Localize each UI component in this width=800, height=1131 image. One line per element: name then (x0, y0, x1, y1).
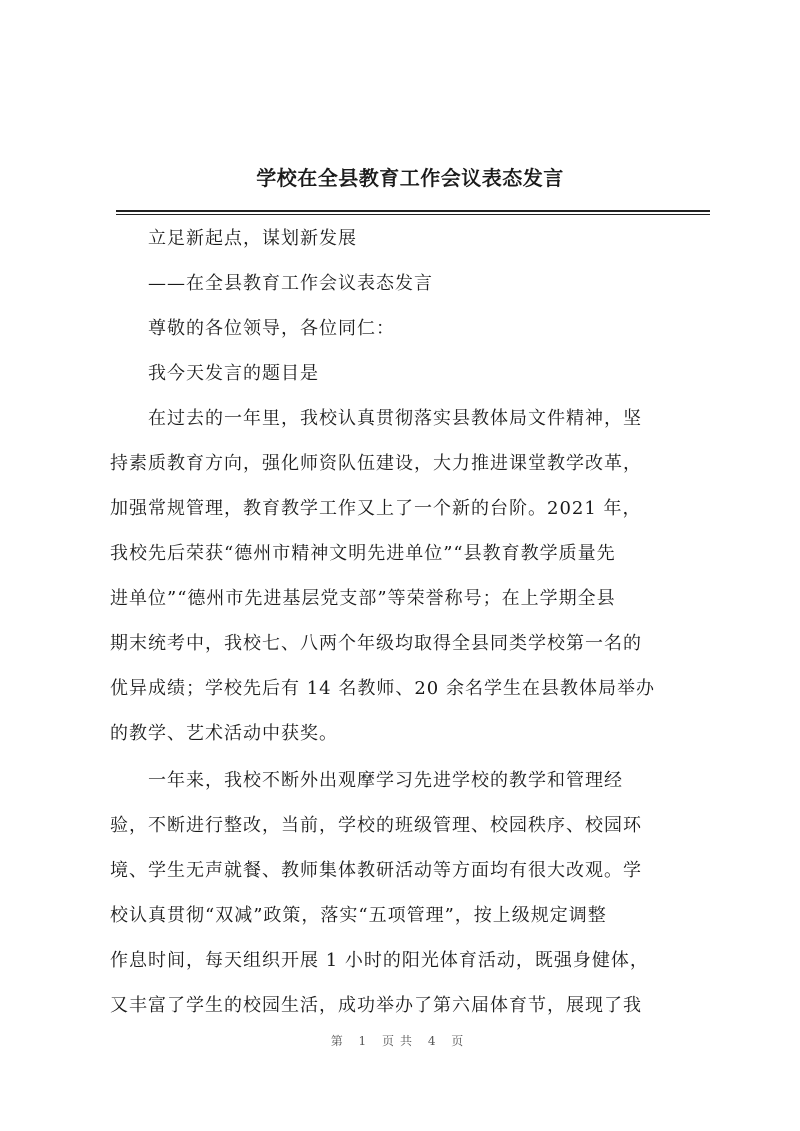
paragraph-line: 又丰富了学生的校园生活，成功举办了第六届体育节，展现了我 (110, 995, 642, 1016)
paragraph-line: 境、学生无声就餐、教师集体教研活动等方面均有很大改观。学 (110, 860, 642, 881)
paragraph-line: 的教学、艺术活动中获奖。 (110, 723, 338, 744)
salutation-line: 尊敬的各位领导，各位同仁： (148, 318, 395, 339)
paragraph-line: 一年来，我校不断外出观摩学习先进学校的教学和管理经 (148, 770, 623, 791)
subtitle-dash-line: ——在全县教育工作会议表态发言 (148, 273, 433, 294)
paragraph-line: 加强常规管理，教育教学工作又上了一个新的台阶。2021 年， (110, 498, 642, 519)
paragraph-line: 校认真贯彻“双减”政策，落实“五项管理”，按上级规定调整 (110, 905, 607, 926)
document-title: 学校在全县教育工作会议表态发言 (256, 166, 564, 190)
paragraph-line: 优异成绩；学校先后有 14 名教师、20 余名学生在县教体局举办 (110, 678, 655, 699)
paragraph-line: 持素质教育方向，强化师资队伍建设，大力推进课堂教学改革， (110, 453, 642, 474)
page-number: 第 1 页共 4 页 (330, 1034, 470, 1048)
paragraph-line: 在过去的一年里，我校认真贯彻落实县教体局文件精神，坚 (148, 408, 642, 429)
subtitle-line: 立足新起点，谋划新发展 (148, 228, 357, 249)
paragraph-line: 进单位”“德州市先进基层党支部”等荣誉称号；在上学期全县 (110, 588, 616, 609)
paragraph-line: 期末统考中，我校七、八两个年级均取得全县同类学校第一名的 (110, 633, 642, 654)
paragraph-line: 我校先后荣获“德州市精神文明先进单位”“县教育教学质量先 (110, 543, 616, 564)
paragraph-line: 验，不断进行整改，当前，学校的班级管理、校园秩序、校园环 (110, 815, 642, 836)
title-divider (116, 210, 710, 215)
paragraph-line: 作息时间，每天组织开展 1 小时的阳光体育活动，既强身健体， (110, 950, 649, 971)
page-footer (0, 1032, 800, 1049)
document-body (110, 225, 710, 1037)
topic-line: 我今天发言的题目是 (148, 363, 319, 384)
